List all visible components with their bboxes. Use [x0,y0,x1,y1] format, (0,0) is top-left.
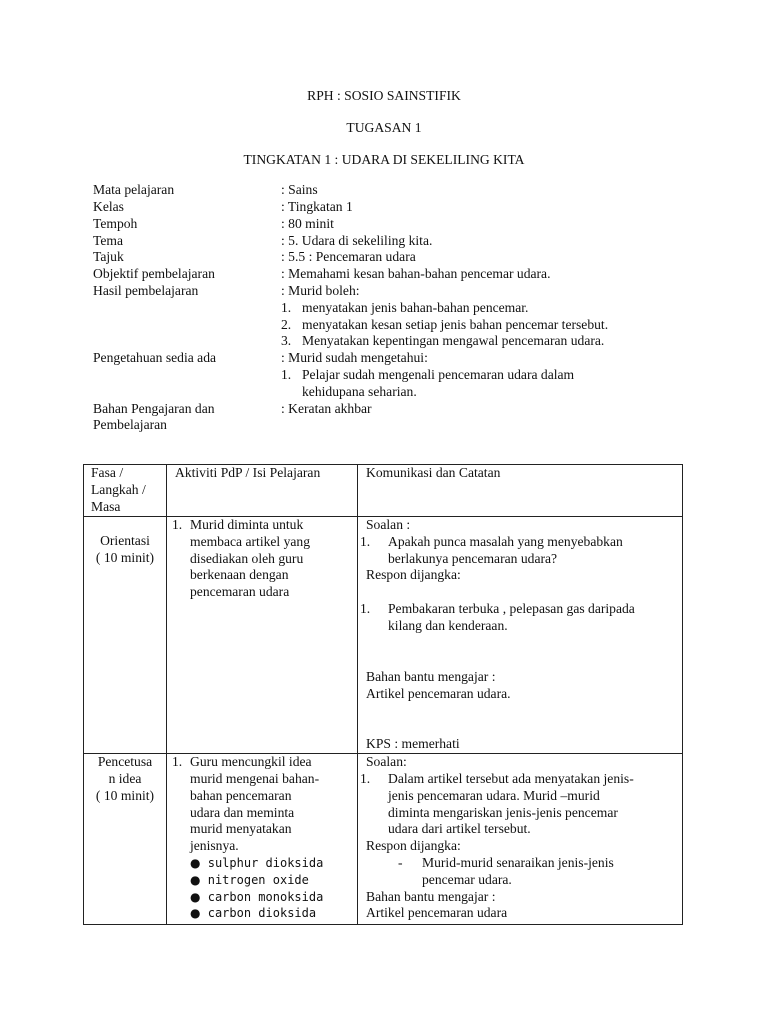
duration-value: : 80 minit [281,216,334,231]
teaching-aid-label: Bahan bantu mengajar : [366,668,496,684]
teaching-aid: Artikel pencemaran udara [366,905,508,921]
list-item: ● sulphur dioksida [190,855,324,870]
header-phase-line: Masa [91,498,121,514]
objective-label: Objektif pembelajaran [93,266,215,281]
phase-cell [84,754,167,925]
header-activity: Aktiviti PdP / Isi Pelajaran [175,465,321,480]
prior-knowledge-item-cont: kehidupana seharian. [302,384,417,399]
duration-label: Tempoh [93,216,138,231]
phase-duration: ( 10 minit) [95,549,155,565]
table-header-row [84,465,683,517]
response-label: Respon dijangka: [366,838,461,854]
material-label-cont: Pembelajaran [93,417,167,432]
document-title: RPH : SOSIO SAINSTIFIK [307,88,461,103]
activity-item: 1. Murid diminta untuk membaca artikel yang disediakan oleh guru berkenaan dengan pencemaran udara [172,517,311,600]
table-row [84,754,683,925]
pollutant-list [167,855,357,922]
outcome-item: menyatakan jenis bahan-bahan pencemar. [302,300,529,315]
outcome-item: Menyatakan kepentingan mengawal pencemaran udara. [302,333,605,348]
material-label: Bahan Pengajaran dan [93,401,215,416]
outcome-label: Hasil pembelajaran [93,283,199,298]
teaching-aid-label: Bahan bantu mengajar : [366,888,496,904]
activity-item: 1. Guru mencungkil idea murid mengenai bahan- bahan pencemaran udara dan meminta murid menyatakan jenisnya. [172,754,320,854]
phase-duration: ( 10 minit) [95,787,155,803]
header-notes-cell [358,465,683,517]
subject-label: Mata pelajaran [93,182,175,197]
objective-value: : Memahami kesan bahan-bahan pencemar udara. [281,266,551,281]
activity-cell [167,754,358,925]
material-value: : Keratan akhbar [281,401,372,416]
theme-value: : 5. Udara di sekeliling kita. [281,233,433,248]
kps-note: KPS : memerhati [366,736,460,752]
class-value: : Tingkatan 1 [281,199,353,214]
header-notes: Komunikasi dan Catatan [366,465,501,480]
table-row [84,517,683,754]
list-item: ● carbon monoksida [190,889,324,904]
header-phase-line: Fasa / [91,465,124,480]
question-item: 1. Apakah punca masalah yang menyebabkan berlakunya pencemaran udara? [360,533,623,566]
outcome-item: menyatakan kesan setiap jenis bahan pencemar tersebut. [302,317,609,332]
question-label: Soalan : [366,517,411,532]
outcome-intro: : Murid boleh: [281,283,360,298]
topic-value: : 5.5 : Pencemaran udara [281,249,416,264]
header-phase-line: Langkah / [91,481,146,497]
prior-knowledge-item: Pelajar sudah mengenali pencemaran udara dalam [302,367,575,382]
header-phase-cell [84,465,167,517]
theme-label: Tema [93,233,123,248]
phase-name: Orientasi [100,533,150,548]
question-item: 1. Dalam artikel tersebut ada menyatakan jenis- jenis pencemaran udara. Murid –murid diminta mengariskan jenis-jenis pencemar udara dari artikel tersebut. [360,770,634,837]
topic-label: Tajuk [93,249,124,264]
response-item: - Murid-murid senaraikan jenis-jenis pencemar udara. [398,854,614,887]
response-item: 1. Pembakaran terbuka , pelepasan gas daripada kilang dan kenderaan. [360,601,635,633]
response-label: Respon dijangka: [366,567,461,583]
list-item: ● carbon dioksida [190,906,317,921]
assignment-heading: TUGASAN 1 [346,120,422,135]
phase-name: Pencetusa [97,754,153,770]
class-label: Kelas [93,199,124,214]
header-activity-cell [167,465,358,517]
prior-knowledge-label: Pengetahuan sedia ada [93,350,217,365]
list-item: ● nitrogen oxide [190,872,309,887]
level-topic-heading: TINGKATAN 1 : UDARA DI SEKELILING KITA [243,152,525,167]
teaching-aid: Artikel pencemaran udara. [366,685,511,701]
notes-cell [358,517,683,754]
notes-cell [358,754,683,925]
phase-name-cont: n idea [108,770,142,786]
question-label: Soalan: [366,754,407,770]
phase-cell [84,517,167,754]
lesson-table [83,464,683,925]
subject-value: : Sains [281,182,318,197]
activity-cell [167,517,358,754]
prior-knowledge-intro: : Murid sudah mengetahui: [281,350,428,365]
